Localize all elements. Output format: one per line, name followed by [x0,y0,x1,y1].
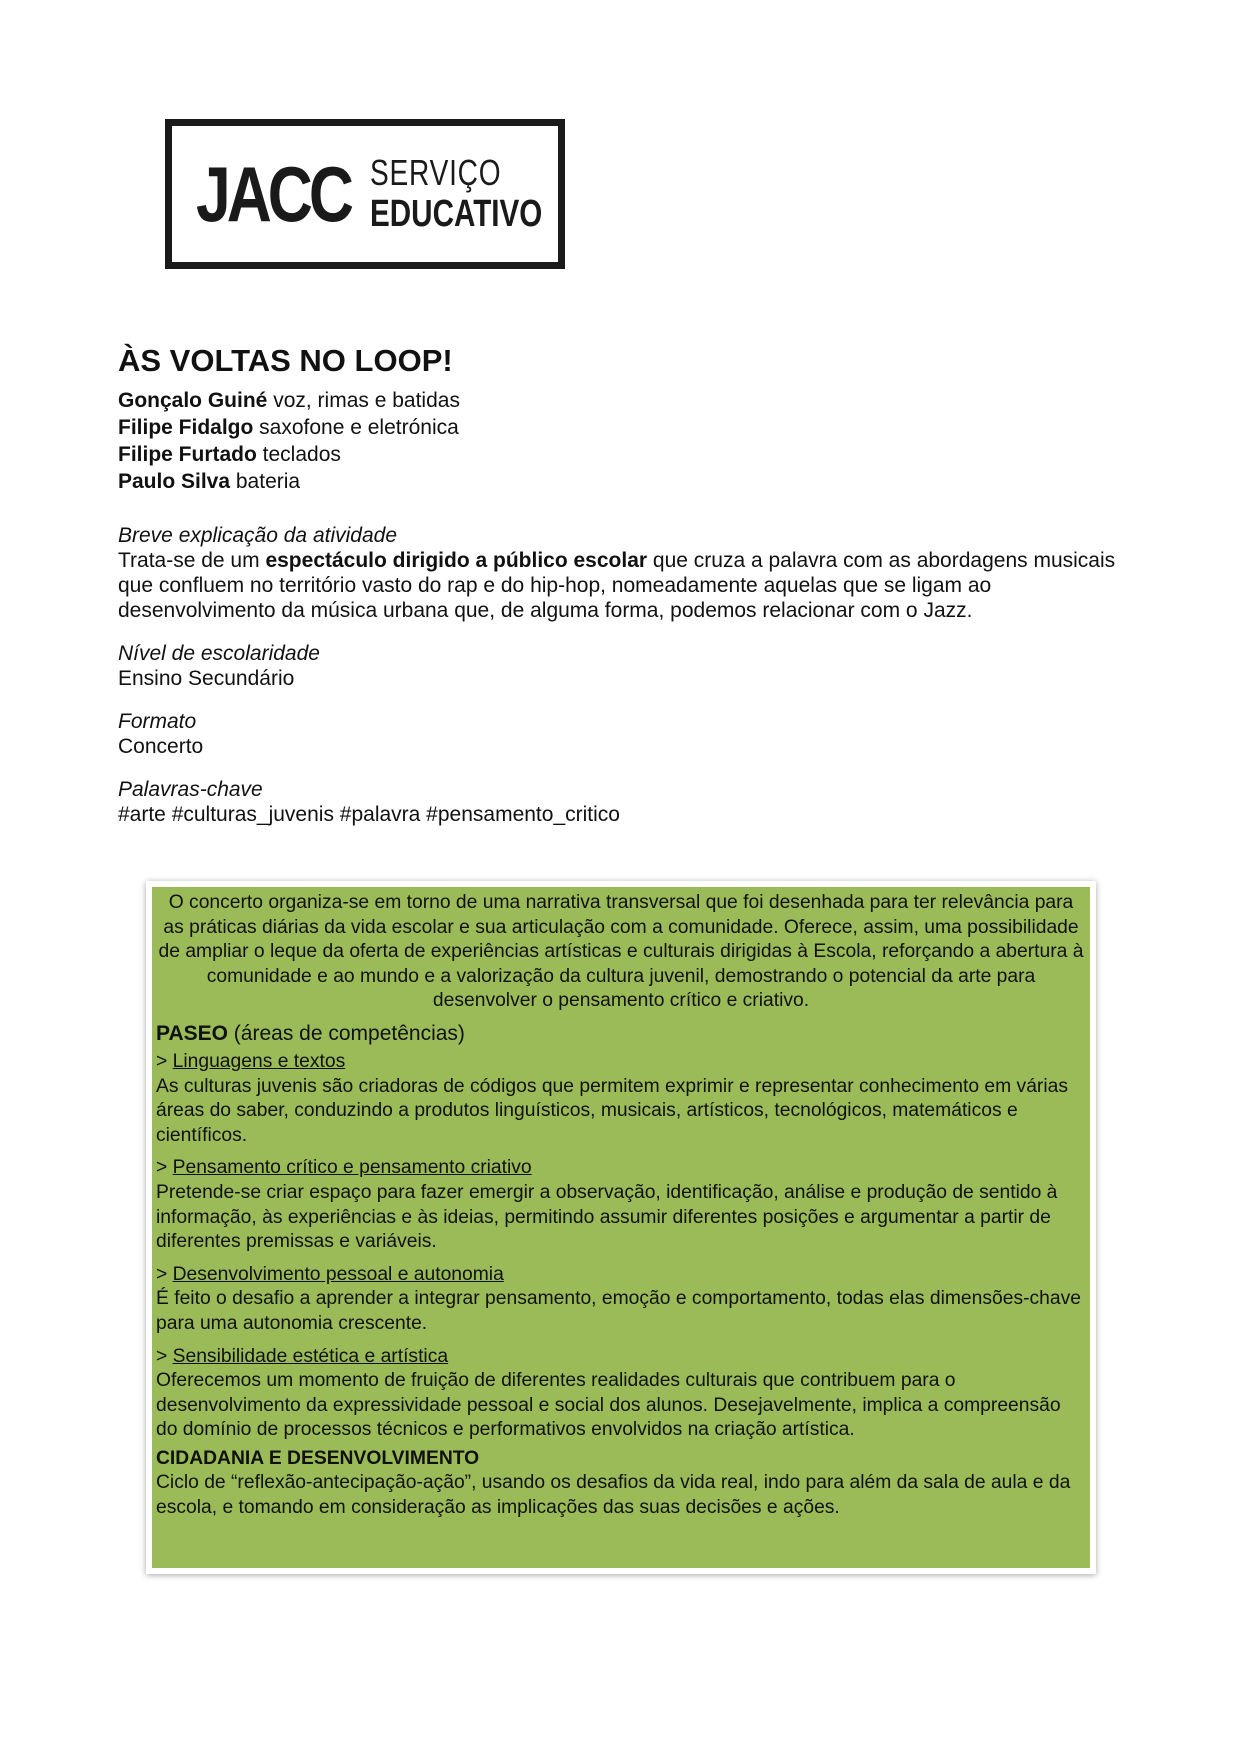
paseo-title: PASEO [156,1021,228,1045]
credit-name: Gonçalo Guiné [118,388,268,412]
jacc-logo [165,119,565,269]
logo-line-1: SERVIÇO [370,152,502,193]
area-prefix: > [156,1050,173,1072]
competences-panel-frame [146,881,1096,1574]
explanation-section [118,523,1128,623]
logo-line-2: EDUCATIVO [370,193,543,235]
keywords-section [118,777,1128,827]
competence-area-heading [156,1345,1086,1370]
credit-item [118,387,1128,414]
paseo-heading [156,1020,1086,1048]
credit-role: teclados [256,442,341,466]
area-prefix: > [156,1263,173,1285]
explanation-highlight: espectáculo dirigido a público escolar [265,548,648,572]
competence-area [156,1263,1086,1337]
explanation-label: Breve explicação da atividade [118,523,398,547]
credit-role: bateria [230,469,301,493]
logo-text [370,152,591,235]
keywords-value: #arte #culturas_juvenis #palavra #pensamento_critico [118,802,620,826]
competence-area-heading [156,1050,1086,1075]
area-text: Oferecemos um momento de fruição de diferentes realidades culturais que contribuem para o desenvolvimento da expressividade pessoal e social dos alunos. Desejavelmente, implica a compreensão do domínio de processos técnicos e performativos envolvidos na criação artística. [156,1370,1061,1441]
explanation-text [118,548,1128,623]
main-content [118,342,1128,827]
credit-name: Filipe Fidalgo [118,415,254,439]
level-label: Nível de escolaridade [118,641,320,665]
credit-item [118,441,1128,468]
area-title: Desenvolvimento pessoal e autonomia [172,1263,504,1285]
area-title: Sensibilidade estética e artística [172,1345,449,1367]
format-value: Concerto [118,734,204,758]
level-section [118,641,1128,691]
competences-panel [152,887,1090,1568]
credit-item [118,414,1128,441]
competence-area-heading [156,1156,1086,1181]
area-title: Pensamento crítico e pensamento criativo [172,1157,532,1179]
cidadania-text: Ciclo de “reflexão-antecipação-ação”, usando os desafios da vida real, indo para além da sala de aula e da escola, e tomando em consideração as implicações das suas decisões e ações. [156,1472,1071,1519]
area-text: É feito o desafio a aprender a integrar pensamento, emoção e comportamento, todas elas dimensões-chave para uma autonomia crescente. [156,1288,1081,1334]
format-section [118,709,1128,759]
cidadania-section [156,1447,1086,1521]
credit-item [118,468,1128,495]
credit-name: Filipe Furtado [118,442,257,466]
credits-list [118,387,1128,495]
competence-area [156,1345,1086,1443]
level-value: Ensino Secundário [118,666,295,690]
explanation-text-start: Trata-se de um [118,548,266,572]
credit-role: saxofone e eletrónica [253,415,459,439]
keywords-label: Palavras-chave [118,777,263,801]
logo-mark: JACC [196,150,350,238]
area-prefix: > [156,1157,173,1179]
credit-role: voz, rimas e batidas [267,388,460,412]
credit-name: Paulo Silva [118,469,231,493]
area-prefix: > [156,1345,173,1367]
page-title: ÀS VOLTAS NO LOOP! [118,343,453,378]
panel-intro: O concerto organiza-se em torno de uma narrativa transversal que foi desenhada para ter relevância para as práticas diárias da vida escolar e sua articulação com a comunidade. Oferece, assim, uma possibilidade de ampliar o leque da oferta de experiências artísticas e culturais dirigidas à Escola, reforçando a abertura à comunidade e ao mundo e a valorização da cultura juvenil, demostrando o potencial da arte para desenvolver o pensamento crítico e criativo. [158,892,1084,1012]
explanation-text-end: que cruza a palavra com as abordagens musicais que confluem no território vasto do rap e do hip-hop, nomeadamente aquelas que se ligam ao desenvolvimento da música urbana que, de alguma forma, podemos relacionar com o Jazz. [118,548,1116,622]
paseo-subtitle: (áreas de competências) [227,1021,465,1045]
competence-area [156,1156,1086,1254]
area-text: As culturas juvenis são criadoras de códigos que permitem exprimir e representar conhecimento em várias áreas do saber, conduzindo a produtos linguísticos, musicais, artísticos, tecnológicos, matemáticos e científicos. [156,1075,1068,1146]
format-label: Formato [118,709,197,733]
cidadania-title: CIDADANIA E DESENVOLVIMENTO [156,1447,480,1469]
area-text: Pretende-se criar espaço para fazer emergir a observação, identificação, análise e produção de sentido à informação, às experiências e às ideias, permitindo assumir diferentes posições e argumentar a partir de diferentes premissas e variáveis. [156,1181,1058,1253]
competence-area-heading [156,1263,1086,1288]
area-title: Linguagens e textos [172,1050,346,1072]
competence-area [156,1050,1086,1148]
